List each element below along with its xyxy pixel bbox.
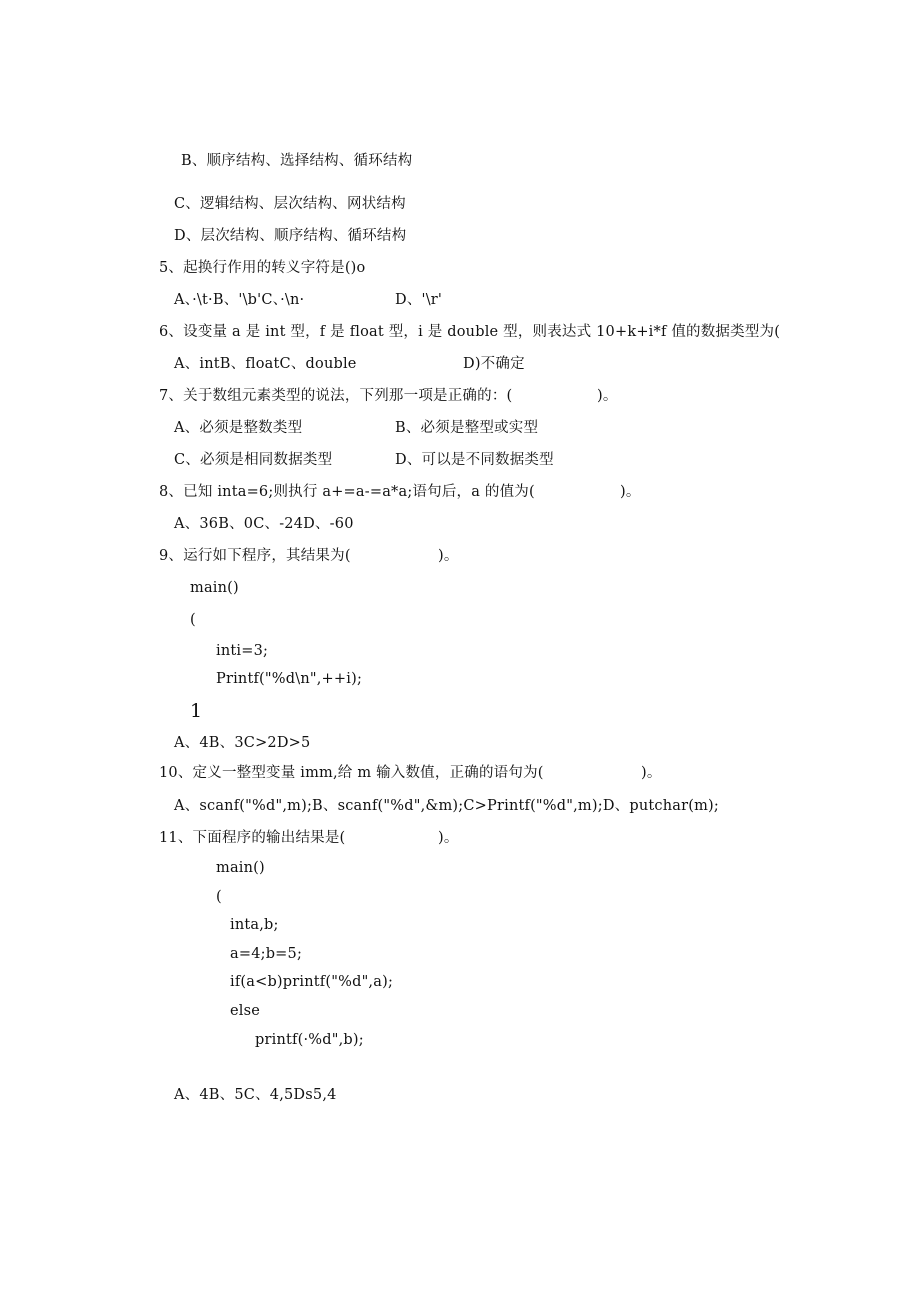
question-9: 9、运行如下程序，其结果为( — [159, 548, 351, 564]
option-c-q4: C、逻辑结构、层次结构、网状结构 — [174, 196, 406, 212]
code-q9-open: ( — [190, 612, 196, 628]
option-a-q7: A、必须是整数类型 — [174, 420, 303, 436]
option-d-q4: D、层次结构、顺序结构、循环结构 — [174, 228, 407, 244]
option-b-q7: B、必须是整型或实型 — [395, 420, 539, 436]
question-8: 8、已知 inta=6;则执行 a+=a-=a*a;语句后，a 的值为( — [159, 484, 535, 500]
question-11-close: )。 — [438, 830, 459, 846]
options-q9: A、4B、3C>2D>5 — [174, 735, 311, 751]
option-c-q7: C、必须是相同数据类型 — [174, 452, 333, 468]
options-q6-abc: A、intB、floatC、double — [174, 356, 357, 372]
code-q9-printf: Printf("%d\n",++i); — [216, 671, 363, 687]
option-b-q4: B、顺序结构、选择结构、循环结构 — [181, 153, 413, 169]
option-d-q6: D)不确定 — [463, 356, 525, 372]
question-11: 11、下面程序的输出结果是( — [159, 830, 346, 846]
question-7-close: )。 — [597, 388, 618, 404]
code-q11-main: main() — [216, 860, 265, 876]
code-q11-assign: a=4;b=5; — [230, 946, 303, 962]
question-10: 10、定义一整型变量 imm,给 m 输入数值，正确的语句为( — [159, 765, 544, 781]
question-7: 7、关于数组元素类型的说法，下列那一项是正确的：( — [159, 388, 513, 404]
code-q11-open: ( — [216, 889, 222, 905]
question-5: 5、起换行作用的转义字符是()o — [159, 260, 366, 276]
code-q11-decl: inta,b; — [230, 917, 279, 933]
options-q10: A、scanf("%d",m);B、scanf("%d",&m);C>Printf("%d",m);D、putchar(m); — [174, 798, 719, 814]
option-d-q7: D、可以是不同数据类型 — [395, 452, 554, 468]
code-q9-close: 1 — [190, 700, 203, 722]
code-q9-decl: inti=3; — [216, 643, 269, 659]
code-q9-main: main() — [190, 580, 239, 596]
question-8-close: )。 — [620, 484, 641, 500]
option-d-q5: D、'\r' — [395, 292, 443, 308]
question-10-close: )。 — [641, 765, 662, 781]
question-6: 6、设变量 a 是 int 型，f 是 float 型，i 是 double 型，则表达式 10+k+i*f 值的数据类型为( — [159, 324, 781, 340]
options-q8: A、36B、0C、-24D、-60 — [174, 516, 354, 532]
options-q5-abc: A、·\t·B、'\b'C、·\n· — [174, 292, 305, 308]
question-9-close: )。 — [438, 548, 459, 564]
code-q11-printf: printf(·%d",b); — [255, 1032, 364, 1048]
code-q11-if: if(a<b)printf("%d",a); — [230, 974, 394, 990]
code-q11-else: else — [230, 1003, 261, 1019]
options-q11: A、4B、5C、4,5Ds5,4 — [174, 1087, 337, 1103]
